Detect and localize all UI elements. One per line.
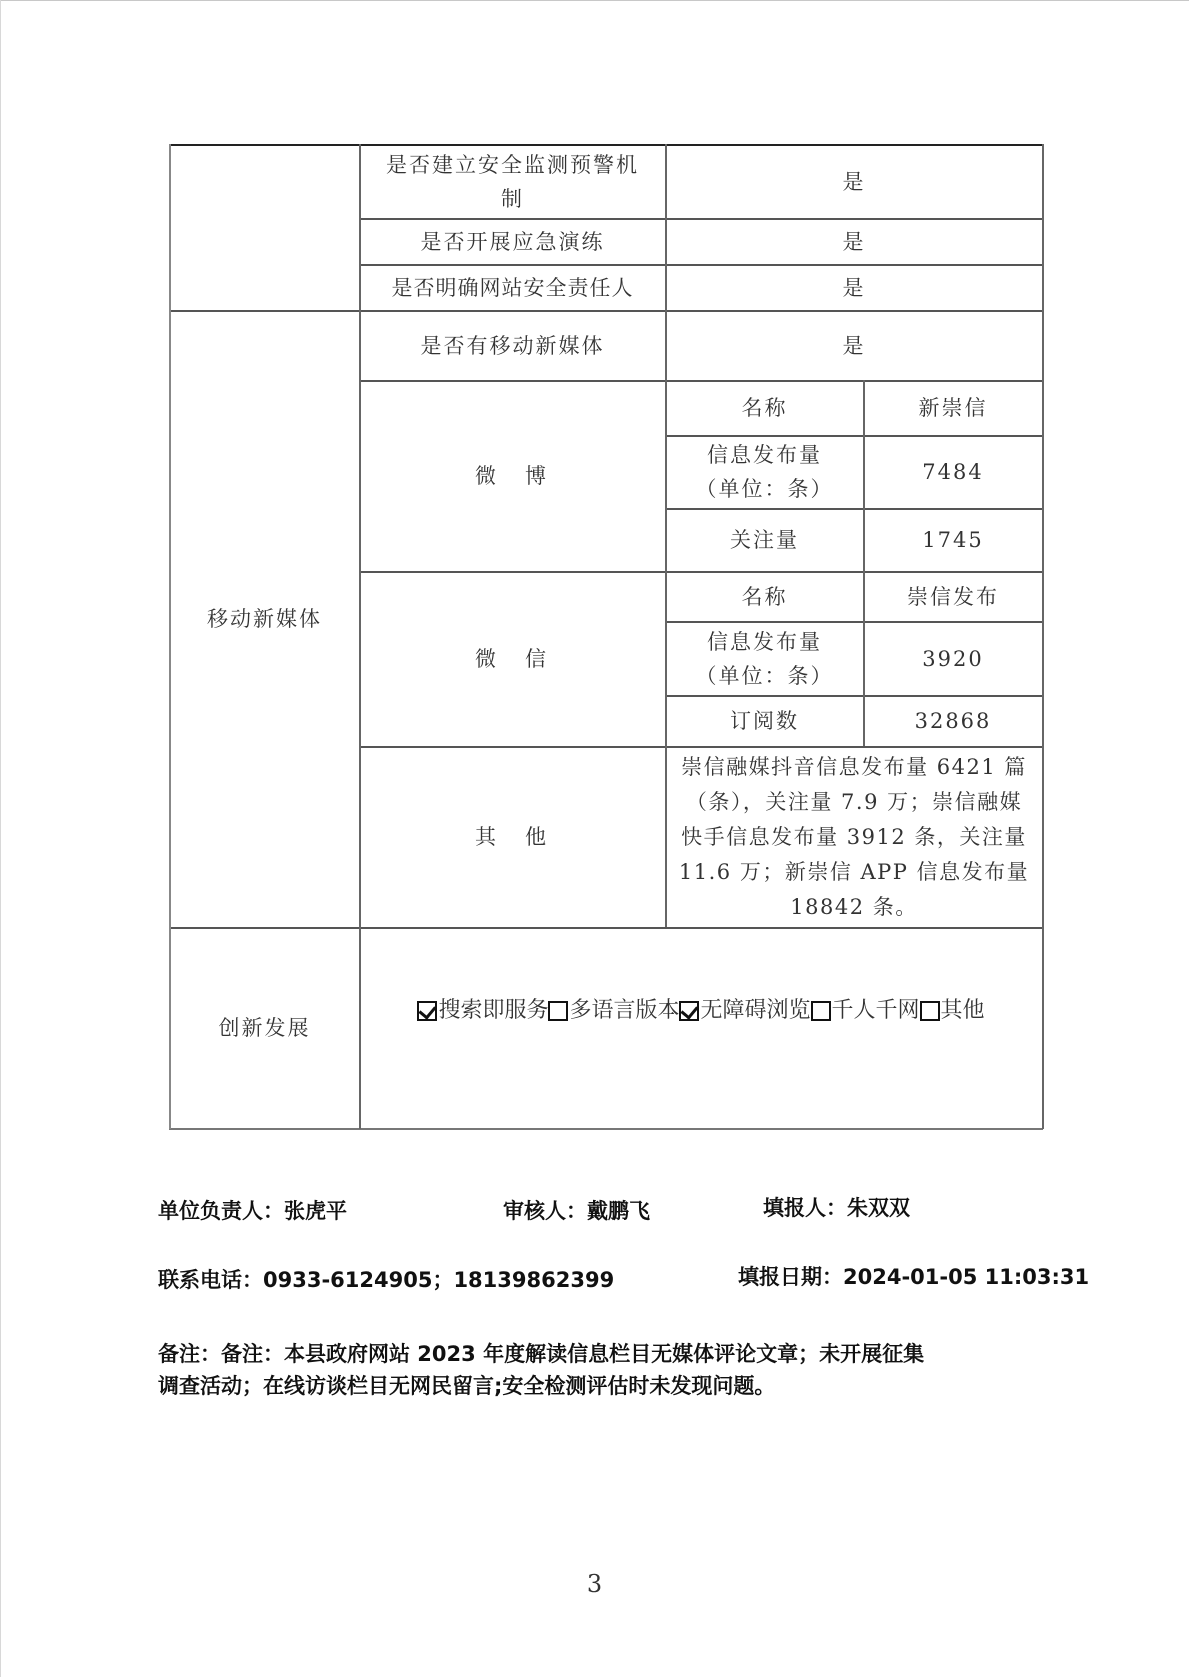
innovation-options [360,993,1042,1024]
weibo-posts-value: 7484 [922,460,984,484]
page-edge-left [0,0,1,1677]
option-search-service[interactable] [417,993,548,1024]
innovation-label: 创新发展 [218,1016,311,1040]
security-label-drill: 是否开展应急演练 [420,229,605,254]
option-personalized[interactable] [811,993,920,1024]
other-value: 崇信融媒抖音信息发布量 6421 篇（条），关注量 7.9 万；崇信融媒快手信息发布量 3912 条，关注量 11.6 万；新崇信 APP 信息发布量 18842 条。 [678,754,1030,919]
filler: 填报人：朱双双 [763,1196,910,1220]
security-value-monitoring: 是 [842,170,866,194]
unit-head: 单位负责人：张虎平 [158,1199,347,1223]
checkbox-empty-icon[interactable] [811,1001,831,1021]
wechat-name-value: 崇信发布 [907,584,999,609]
has-media-label: 是否有移动新媒体 [420,333,605,358]
option-label: 无障碍浏览 [700,998,811,1023]
other-label: 其 他 [475,825,550,849]
option-other[interactable] [920,993,985,1024]
security-label-monitoring: 是否建立安全监测预警机制 [386,153,639,211]
weibo-followers-label: 关注量 [730,528,799,552]
option-label: 搜索即服务 [438,998,549,1023]
wechat-subs-value: 32868 [914,709,992,733]
option-label: 千人千网 [831,998,920,1023]
option-multilingual[interactable] [548,993,679,1024]
note-line-2: 调查活动；在线访谈栏目无网民留言;安全检测评估时未发现问题。 [158,1374,776,1398]
note-line-1: 备注：备注：本县政府网站 2023 年度解读信息栏目无媒体评论文章；未开展征集 [158,1342,925,1366]
weibo-name-value: 新崇信 [918,396,988,420]
table-border-bottom [169,1128,1043,1130]
weibo-followers-value: 1745 [922,528,984,552]
security-value-owner: 是 [842,275,866,300]
checkbox-empty-icon[interactable] [548,1001,568,1021]
weibo-label: 微 博 [475,464,550,488]
option-accessibility[interactable] [679,993,810,1024]
checkbox-empty-icon[interactable] [920,1001,940,1021]
contact-phone: 联系电话：0933-6124905；18139862399 [158,1268,615,1292]
wechat-name-label: 名称 [741,584,788,609]
security-label-owner: 是否明确网站安全责任人 [391,275,634,300]
weibo-name-label: 名称 [741,396,788,420]
wechat-label: 微 信 [475,647,550,671]
fill-date: 填报日期：2024-01-05 11:03:31 [738,1265,1090,1289]
has-media-value: 是 [842,333,866,358]
section-label-mobile: 移动新媒体 [207,607,322,631]
wechat-subs-label: 订阅数 [730,709,799,733]
option-label: 其他 [940,998,985,1023]
wechat-posts-value: 3920 [922,646,984,671]
table-border-right [1042,144,1044,1129]
page-number: 3 [586,1570,603,1598]
checkbox-checked-icon[interactable] [679,1001,699,1021]
option-label: 多语言版本 [569,998,680,1023]
weibo-posts-label: 信息发布量（单位：条） [695,443,834,501]
reviewer: 审核人：戴鹏飞 [503,1199,650,1223]
page-edge-top [0,0,1189,1]
security-value-drill: 是 [842,229,866,254]
checkbox-checked-icon[interactable] [417,1001,437,1021]
wechat-posts-label: 信息发布量（单位：条） [695,629,834,688]
